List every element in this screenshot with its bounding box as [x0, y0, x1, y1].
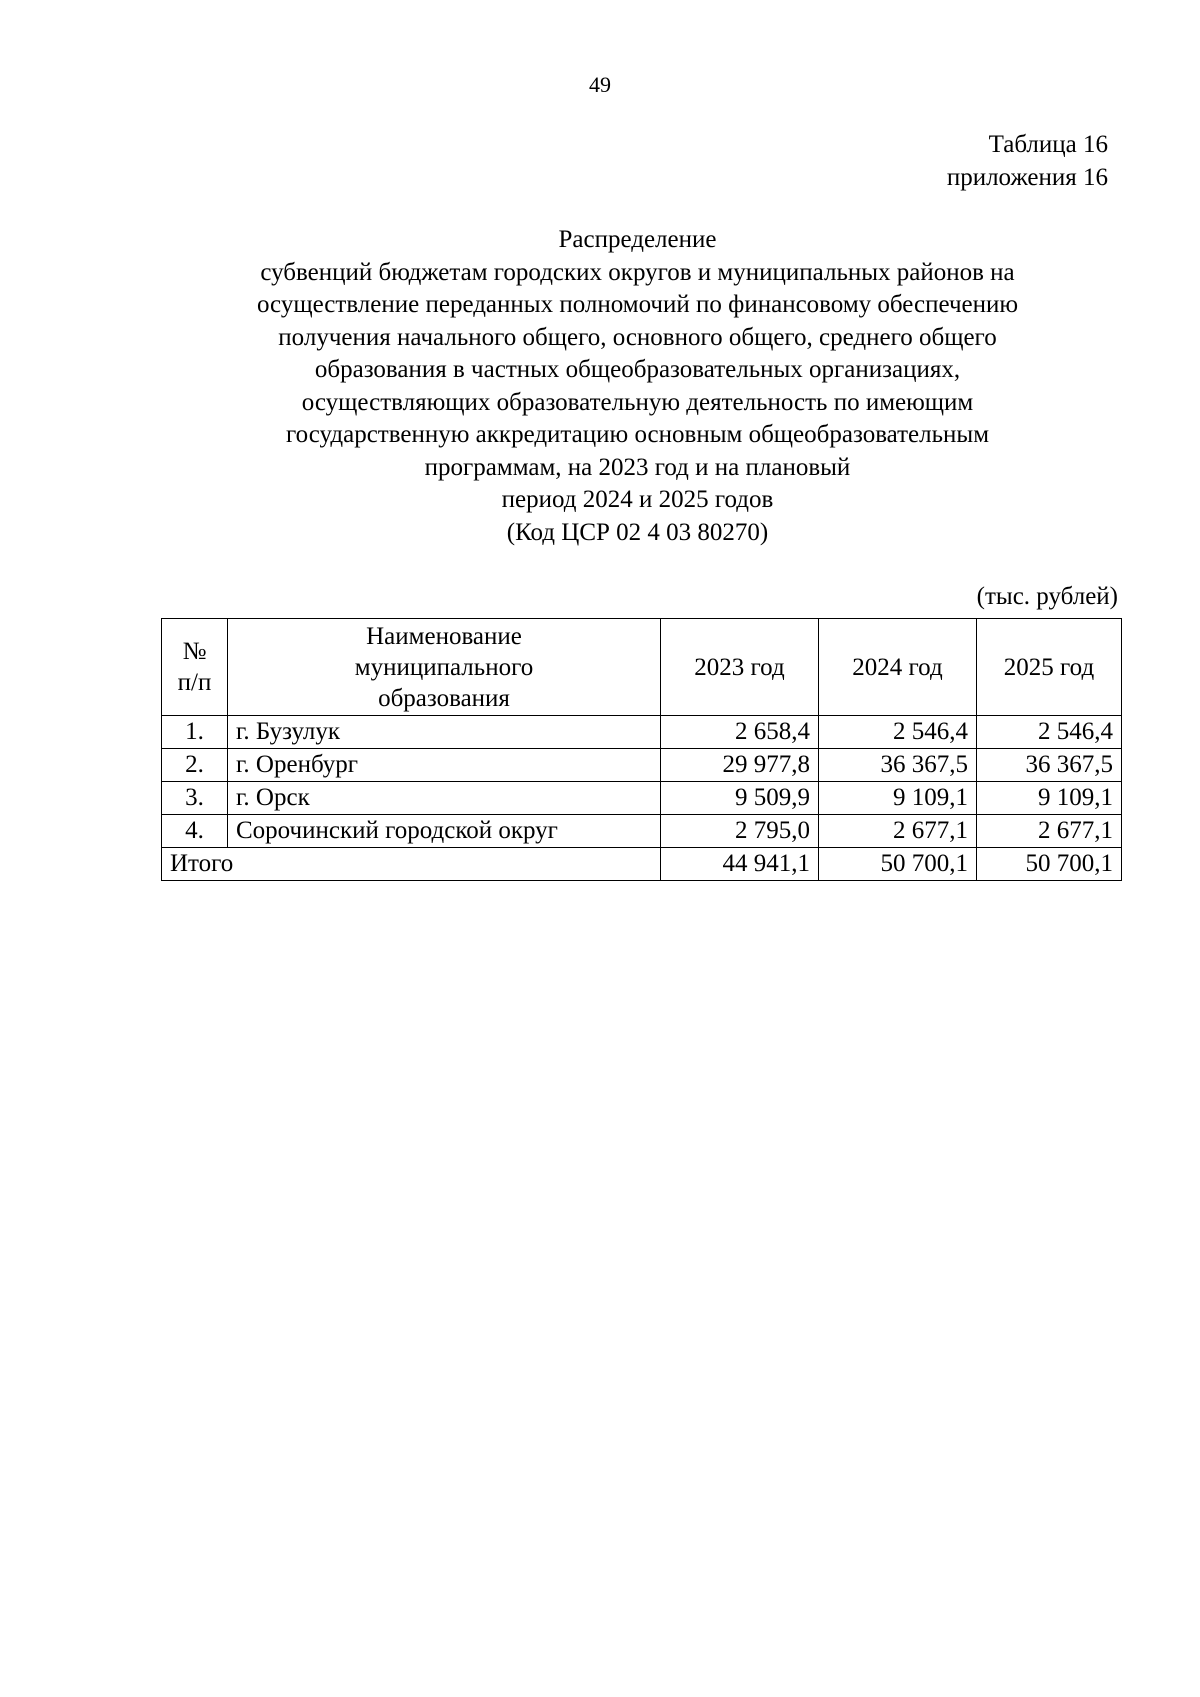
- table-caption: [947, 128, 1108, 194]
- table-row: [162, 782, 1122, 815]
- table-total-row: [162, 848, 1122, 881]
- row-2023: 29 977,8: [661, 749, 819, 782]
- header-name-line-3: образования: [378, 684, 510, 712]
- header-name: [228, 619, 661, 716]
- caption-line-2: приложения 16: [946, 164, 1108, 191]
- caption-line-1: Таблица 16: [988, 131, 1108, 158]
- row-2024: 2 677,1: [819, 815, 977, 848]
- title-line: (Код ЦСР 02 4 03 80270): [506, 518, 769, 546]
- row-2024: 36 367,5: [819, 749, 977, 782]
- header-2024: 2024 год: [819, 619, 977, 716]
- row-2025: 36 367,5: [977, 749, 1122, 782]
- row-num: 2.: [162, 749, 228, 782]
- row-2025: 9 109,1: [977, 782, 1122, 815]
- total-2023: 44 941,1: [661, 848, 819, 881]
- header-num-line-2: п/п: [177, 669, 212, 696]
- subvention-table: [161, 618, 1122, 881]
- row-num: 1.: [162, 716, 228, 749]
- row-2023: 2 658,4: [661, 716, 819, 749]
- row-2024: 2 546,4: [819, 716, 977, 749]
- table-row: [162, 815, 1122, 848]
- header-num: [162, 619, 228, 716]
- table-row: [162, 749, 1122, 782]
- header-name-line-1: Наименование: [366, 622, 522, 650]
- row-name: г. Оренбург: [228, 749, 661, 782]
- title-line: осуществляющих образовательную деятельность по имеющим: [301, 388, 974, 416]
- total-2025: 50 700,1: [977, 848, 1122, 881]
- row-2023: 2 795,0: [661, 815, 819, 848]
- title-line: субвенций бюджетам городских округов и муниципальных районов на: [260, 258, 1015, 286]
- row-2025: 2 677,1: [977, 815, 1122, 848]
- units-label: (тыс. рублей): [976, 583, 1118, 610]
- header-num-line-1: №: [182, 638, 207, 665]
- title-line: образования в частных общеобразовательных организациях,: [314, 356, 961, 383]
- title-line: государственную аккредитацию основным общеобразовательным: [285, 421, 990, 448]
- table-row: [162, 716, 1122, 749]
- total-label: Итого: [162, 848, 661, 881]
- row-num: 3.: [162, 782, 228, 815]
- header-2025: 2025 год: [977, 619, 1122, 716]
- title-line: Распределение: [558, 226, 717, 253]
- document-title: [150, 224, 1125, 549]
- title-line: осуществление переданных полномочий по финансовому обеспечению: [256, 291, 1019, 318]
- table-header-row: [162, 619, 1122, 716]
- title-line: программам, на 2023 год и на плановый: [424, 453, 851, 481]
- row-2023: 9 509,9: [661, 782, 819, 815]
- row-name: г. Орск: [228, 782, 661, 815]
- row-num: 4.: [162, 815, 228, 848]
- row-2024: 9 109,1: [819, 782, 977, 815]
- row-name: Сорочинский городской округ: [228, 815, 661, 848]
- row-name: г. Бузулук: [228, 716, 661, 749]
- total-2024: 50 700,1: [819, 848, 977, 881]
- row-2025: 2 546,4: [977, 716, 1122, 749]
- header-2023: 2023 год: [661, 619, 819, 716]
- header-name-line-2: муниципального: [354, 653, 534, 681]
- title-line: период 2024 и 2025 годов: [501, 486, 774, 513]
- page-number: 49: [589, 72, 611, 97]
- title-line: получения начального общего, основного общего, среднего общего: [278, 323, 997, 351]
